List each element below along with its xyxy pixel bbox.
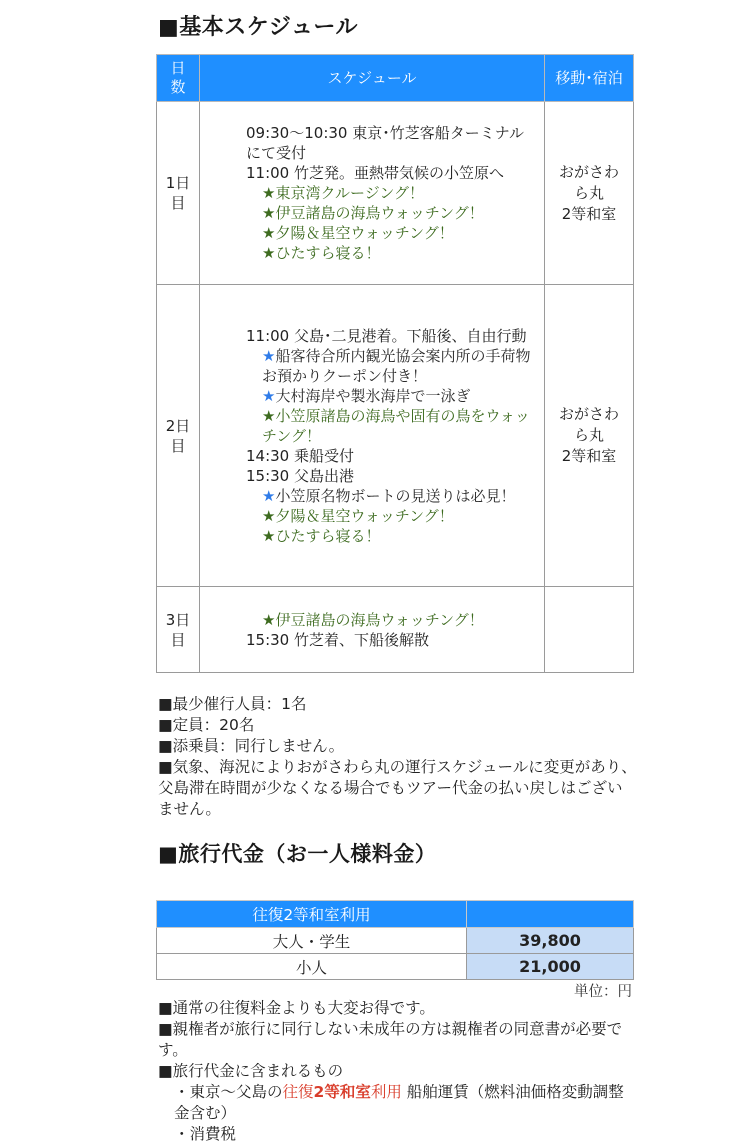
- price-header: 往復2等和室利用: [157, 901, 467, 928]
- highlight-text: 2等和室: [313, 1083, 371, 1101]
- schedule-note: ★小笠原名物ボートの見送りは必見！: [262, 486, 516, 505]
- schedule-note: ★大村海岸や製氷海岸で一泳ぎ: [262, 386, 471, 405]
- header-move: 移動･宿泊: [545, 55, 634, 102]
- star-icon: ★: [262, 346, 276, 365]
- price-label: 小人: [157, 954, 467, 980]
- price-note-included: ・東京〜父島の往復2等和室利用 船舶運賃（燃料油価格変動調整金含む）: [174, 1083, 624, 1122]
- schedule-highlight: ★小笠原諸島の海鳥や固有の鳥をウォッチング！: [262, 406, 530, 445]
- schedule-line: 15:30 竹芝着、下船後解散: [246, 630, 429, 649]
- price-table: [156, 900, 634, 980]
- schedule-line: 15:30 父島出港: [246, 466, 354, 485]
- schedule-note: ★船客待合所内観光協会案内所の手荷物お預かりクーポン付き！: [262, 346, 531, 385]
- header-schedule: スケジュール: [200, 55, 545, 102]
- schedule-line: 09:30〜10:30 東京･竹芝客船ターミナルにて受付: [246, 124, 524, 162]
- schedule-highlight: ★伊豆諸島の海鳥ウォッチング！: [262, 610, 484, 629]
- schedule-line: 14:30 乗船受付: [246, 446, 354, 465]
- move-cell: [545, 587, 634, 673]
- schedule-line: 11:00 竹芝発。亜熱帯気候の小笠原へ: [246, 164, 504, 182]
- schedule-line: 11:00 父島･二見港着。下船後、自由行動: [246, 326, 527, 345]
- highlight-text: 往復: [282, 1083, 314, 1101]
- schedule-cell: [200, 587, 545, 673]
- star-icon: ★: [262, 486, 276, 505]
- price-note: ■親権者が旅行に同行しない未成年の方は親権者の同意書が必要です。: [158, 1020, 623, 1059]
- highlight-text: 利用: [370, 1083, 402, 1101]
- day-cell: 3日 目: [157, 587, 200, 673]
- price-note-tax: ・消費税: [174, 1125, 237, 1143]
- schedule-highlight: ★東京湾クルージング！: [262, 184, 425, 202]
- price-unit: 単位：円: [574, 984, 632, 1000]
- schedule-row-day3: [157, 587, 634, 673]
- schedule-highlight: ★夕陽＆星空ウォッチング！: [262, 224, 454, 242]
- move-cell: おがさわ ら丸 2等和室: [545, 285, 634, 587]
- schedule-highlight: ★伊豆諸島の海鳥ウォッチング！: [262, 204, 484, 222]
- schedule-row-day2: [157, 285, 634, 587]
- info-note: ■添乗員：同行しません。: [158, 737, 345, 755]
- schedule-cell: [200, 285, 545, 587]
- schedule-highlight: ★ひたすら寝る！: [262, 244, 381, 262]
- price-header-row: [157, 901, 634, 928]
- price-row: [157, 954, 634, 980]
- price-value: 21,000: [467, 954, 634, 980]
- schedule-table: [156, 54, 634, 673]
- schedule-row-day1: [157, 102, 634, 285]
- price-heading: ■旅行代金（お一人様料金）: [158, 842, 437, 866]
- move-cell: おがさわ ら丸 2等和室: [545, 102, 634, 285]
- price-notes: [158, 998, 638, 1145]
- day-cell: 2日 目: [157, 285, 200, 587]
- price-note: ■旅行代金に含まれるもの: [158, 1062, 344, 1080]
- price-note: ■通常の往復料金よりも大変お得です。: [158, 999, 435, 1017]
- price-value: 39,800: [467, 928, 634, 954]
- schedule-highlight: ★夕陽＆星空ウォッチング！: [262, 506, 454, 525]
- schedule-header-row: [157, 55, 634, 102]
- price-row: [157, 928, 634, 954]
- star-icon: ★: [262, 386, 276, 405]
- info-note: ■気象、海況によりおがさわら丸の運行スケジュールに変更があり、父島滞在時間が少なくなる場合でもツアー代金の払い戻しはございません。: [158, 758, 637, 818]
- header-day: 日 数: [157, 55, 200, 102]
- info-note: ■定員：20名: [158, 716, 255, 734]
- schedule-heading: ■基本スケジュール: [158, 15, 358, 40]
- schedule-cell: [200, 102, 545, 285]
- info-note: ■最少催行人員：1名: [158, 695, 307, 713]
- info-notes: [158, 694, 638, 820]
- price-header-blank: [467, 901, 634, 928]
- price-label: 大人・学生: [157, 928, 467, 954]
- day-cell: 1日 目: [157, 102, 200, 285]
- schedule-highlight: ★ひたすら寝る！: [262, 526, 381, 545]
